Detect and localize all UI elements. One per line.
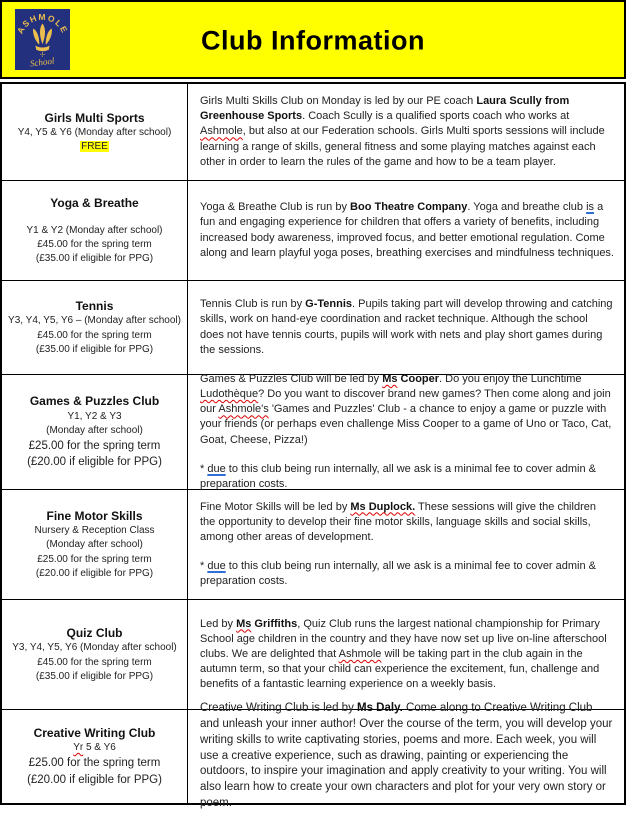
- club-name: Girls Multi Sports: [44, 110, 145, 125]
- text-segment: (Monday after school): [46, 539, 143, 551]
- club-detail-line: [7, 343, 182, 357]
- text-segment: Creative Writing Club is led by: [200, 702, 358, 714]
- club-name: Creative Writing Club: [33, 725, 156, 740]
- text-segment: . Pupils taking part will develop throwing and catching skills, work on hand-eye coordination and racket technique. Although the school does not have tennis courts, pupils will work with nets and play short games during the sessions.: [200, 298, 613, 356]
- text-segment: Y1, Y2 & Y3: [67, 410, 122, 422]
- table-row: [2, 489, 624, 599]
- club-name: Games & Puzzles Club: [29, 394, 160, 409]
- text-segment: (£20.00 if eligible for PPG): [27, 456, 162, 469]
- text-segment: (£20.00 if eligible for PPG): [27, 773, 162, 786]
- table-row: [2, 599, 624, 709]
- text-segment: 'Games and Puzzles' Club - a chance to enjoy a game or puzzle with your friends (or perhaps even challenge Miss Cooper to a game of Uno or Taco, Cat, Goat, Cheese, Pizza!): [200, 403, 612, 446]
- text-segment: G-Tennis: [305, 298, 353, 311]
- club-description-paragraph: [200, 559, 614, 589]
- text-segment: £25.00 for the spring term: [28, 439, 161, 452]
- club-summary-cell[interactable]: [2, 181, 188, 280]
- club-summary-cell[interactable]: [2, 710, 188, 803]
- club-detail-line: [7, 741, 182, 755]
- club-detail-line: [7, 772, 182, 788]
- club-detail-line: [7, 224, 182, 238]
- text-segment: £25.00 for the spring term: [28, 757, 161, 770]
- spellcheck-word[interactable]: Ashmole's: [218, 403, 269, 416]
- grammar-check-word[interactable]: is: [586, 201, 595, 214]
- text-segment: These sessions will give the children the opportunity to develop their fine motor skills, language skills and social skills, among other areas of development.: [200, 500, 596, 543]
- club-detail-line: [7, 140, 182, 154]
- text-segment: . Coach Scully is a qualified sports coach who works at: [302, 110, 570, 123]
- club-detail-line: [7, 314, 182, 328]
- spellcheck-word[interactable]: Ashmole: [338, 647, 382, 660]
- club-detail-line: [7, 252, 182, 266]
- text-segment: £25.00 for the spring term: [37, 553, 152, 565]
- club-information-table: [0, 82, 626, 810]
- spellcheck-word[interactable]: Ms: [382, 372, 398, 385]
- spellcheck-word[interactable]: Yr: [73, 742, 84, 754]
- club-description-cell[interactable]: [188, 702, 624, 810]
- text-segment: Games & Puzzles Club will be led by: [200, 372, 383, 385]
- text-segment: Y1 & Y2 (Monday after school): [26, 224, 163, 236]
- club-detail-line: [7, 329, 182, 343]
- table-row: [2, 180, 624, 280]
- spellcheck-word[interactable]: Ashmole: [200, 125, 243, 138]
- club-summary-cell[interactable]: [2, 490, 188, 599]
- text-segment: Boo Theatre Company: [350, 201, 468, 214]
- text-segment: Y3, Y4, Y5, Y6 – (Monday after school): [8, 315, 181, 327]
- club-detail-line: [7, 538, 182, 552]
- table-row: [2, 702, 624, 810]
- club-detail-line: [7, 755, 182, 771]
- club-description-paragraph: [200, 462, 614, 492]
- page-title: Club Information: [201, 25, 425, 56]
- club-description-cell[interactable]: [188, 84, 624, 180]
- club-detail-line: [7, 524, 182, 538]
- club-name: Quiz Club: [66, 626, 123, 641]
- text-segment: Griffiths: [251, 617, 298, 630]
- club-description-cell[interactable]: [188, 181, 624, 280]
- text-segment: ? Do you want to discover brand new games? Then come along and join our: [200, 388, 611, 416]
- club-description-paragraph: [200, 94, 614, 170]
- text-segment: . Yoga and breathe club: [467, 201, 587, 214]
- club-name: Tennis: [75, 299, 114, 314]
- text-segment: to this club being run internally, all we ask is a minimal fee to cover admin & preparation costs.: [200, 560, 597, 588]
- grammar-check-word[interactable]: due: [207, 462, 226, 475]
- text-segment: Yoga & Breathe Club is run by: [200, 201, 351, 214]
- club-detail-line: [7, 126, 182, 140]
- text-segment: £45.00 for the spring term: [37, 239, 152, 250]
- text-segment: Tennis Club is run by: [200, 298, 306, 311]
- text-segment: £45.00 for the spring term: [37, 329, 152, 341]
- club-detail-line: [7, 641, 182, 655]
- club-description-paragraph: [200, 617, 614, 693]
- club-detail-line: [7, 567, 182, 581]
- text-segment: Y4, Y5 & Y6 (Monday after school): [17, 126, 172, 138]
- club-description-cell[interactable]: [188, 490, 624, 599]
- text-segment: Y3, Y4, Y5, Y6 (Monday after school): [12, 642, 177, 654]
- blank-line: [7, 211, 182, 224]
- table-row: [2, 374, 624, 489]
- club-detail-line: [7, 670, 182, 684]
- club-summary-cell[interactable]: [2, 600, 188, 709]
- club-detail-line: [7, 454, 182, 470]
- table-row: [2, 84, 624, 180]
- club-description-cell[interactable]: [188, 372, 624, 490]
- club-description-paragraph: [200, 372, 614, 448]
- club-name: Yoga & Breathe: [50, 195, 139, 210]
- table-row: [2, 280, 624, 374]
- grammar-check-word[interactable]: due: [207, 560, 226, 573]
- club-detail-line: [7, 410, 182, 424]
- text-segment: Laura Scully from Greenhouse Sports: [200, 95, 570, 123]
- text-segment: Ms Daly.: [357, 702, 403, 714]
- text-segment: (£20.00 if eligible for PPG): [35, 567, 154, 579]
- document-header: [0, 0, 626, 79]
- club-description-paragraph: [200, 200, 614, 261]
- text-segment: Led by: [200, 617, 237, 630]
- text-segment: (£35.00 if eligible for PPG): [35, 343, 154, 355]
- text-segment: (£35.00 if eligible for PPG): [35, 253, 154, 265]
- text-segment: £45.00 for the spring term: [37, 656, 152, 668]
- highlighted-text: FREE: [81, 141, 108, 153]
- text-segment: Cooper: [397, 372, 440, 385]
- text-segment: 5 & Y6: [83, 742, 116, 754]
- text-segment: (£35.00 if eligible for PPG): [35, 670, 154, 682]
- text-segment: a fun and engaging experience for children that offers a variety of benefits, including increased body awareness, improved focus, and better emotional regulation. Come along and learn playful yoga poses, breathing exercises and mindfulness techniques.: [200, 201, 614, 259]
- text-segment: . Do you enjoy the Lunchtime: [439, 372, 582, 385]
- text-segment: , but also at our Federation schools. Girls Multi sports sessions will include learning a range of skills, general fitness and some playing matches against each other in order to learn the rules of the game and how to be a team player.: [200, 125, 605, 168]
- spellcheck-word[interactable]: Ludothèque: [200, 388, 259, 401]
- club-summary-cell[interactable]: [2, 375, 188, 489]
- text-segment: Nursery & Reception Class: [34, 525, 155, 537]
- logo-school-text: School: [29, 55, 55, 69]
- text-segment: *: [200, 462, 208, 475]
- club-description-paragraph: [200, 500, 614, 546]
- club-description-paragraph: [200, 701, 614, 812]
- club-name: Fine Motor Skills: [46, 509, 143, 524]
- club-detail-line: [7, 656, 182, 670]
- club-description-cell[interactable]: [188, 281, 624, 374]
- club-detail-line: [7, 424, 182, 438]
- text-segment: Come along to Creative Writing Club and unleash your inner author! Over the course of the term, you will develop your writing skills to write captivating stories, poems and more. Each week, you will use a creative experience, such as drawing, painting or experiencing the outdoors, to inspire your imagination and apply creativity to your writing. You will also learn how to create your own characters and plot for your very own story or poem.: [200, 702, 613, 810]
- spellcheck-word[interactable]: Ms Duplock.: [350, 500, 416, 513]
- text-segment: (Monday after school): [46, 424, 143, 436]
- text-segment: Fine Motor Skills will be led by: [200, 500, 351, 513]
- club-detail-line: [7, 438, 182, 454]
- text-segment: will be taking part in the club again in the autumn term, so that your child can experience the excitement, fun, challenge and benefits of a fantastic learning experience on a weekly basis.: [200, 647, 600, 691]
- club-summary-cell[interactable]: [2, 84, 188, 180]
- club-description-paragraph: [200, 297, 614, 358]
- logo-arc-text: ASHMOLE: [15, 11, 70, 36]
- club-detail-line: [7, 238, 182, 252]
- spellcheck-word[interactable]: Ms: [236, 617, 252, 630]
- text-segment: to this club being run internally, all we ask is a minimal fee to cover admin & preparation costs.: [200, 462, 597, 490]
- text-segment: *: [200, 560, 208, 573]
- club-summary-cell[interactable]: [2, 281, 188, 374]
- club-detail-line: [7, 553, 182, 567]
- text-segment: , Quiz Club runs the largest national championship for Primary School age children in the country and they have now set up live on-line afterschool clubs. We are delighted that: [200, 617, 607, 660]
- club-description-cell[interactable]: [188, 600, 624, 709]
- text-segment: Girls Multi Skills Club on Monday is led by our PE coach: [200, 95, 477, 108]
